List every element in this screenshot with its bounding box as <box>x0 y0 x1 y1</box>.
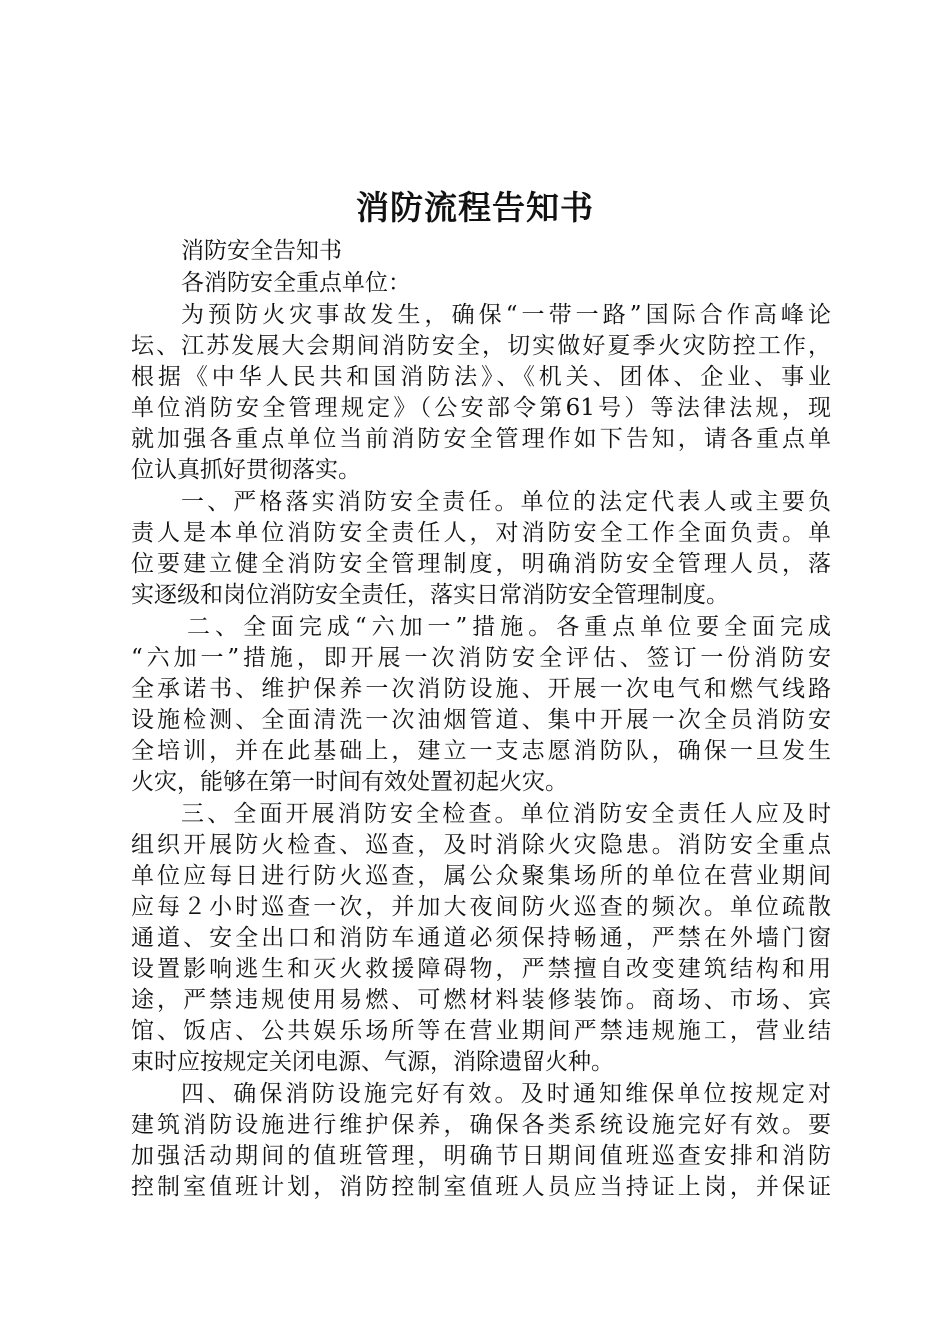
paragraph-line: 全培训，并在此基础上，建立一支志愿消防队，确保一旦发生 <box>131 738 831 764</box>
paragraph-line: 途，严禁违规使用易燃、可燃材料装修装饰。商场、市场、宾 <box>131 987 831 1013</box>
paragraph-line: 位要建立健全消防安全管理制度，明确消防安全管理人员，落 <box>131 551 831 577</box>
paragraph-line: 火灾，能够在第一时间有效处置初起火灾。 <box>131 769 568 795</box>
paragraph-line: 实逐级和岗位消防安全责任，落实日常消防安全管理制度。 <box>131 582 729 608</box>
subtitle-line: 消防安全告知书 <box>181 238 342 264</box>
paragraph-line: 控制室值班计划，消防控制室值班人员应当持证上岗，并保证 <box>131 1174 831 1200</box>
paragraph-line: 单位消防安全管理规定》（公安部令第61号）等法律法规，现 <box>131 395 831 421</box>
paragraph-line: 应每２小时巡查一次，并加大夜间防火巡查的频次。单位疏散 <box>131 894 831 920</box>
paragraph-line: 全承诺书、维护保养一次消防设施、开展一次电气和燃气线路 <box>131 676 831 702</box>
document-title: 消防流程告知书 <box>356 188 594 227</box>
paragraph-line: 为预防火灾事故发生，确保“一带一路”国际合作高峰论 <box>181 302 831 328</box>
paragraph-line: 责人是本单位消防安全责任人，对消防安全工作全面负责。单 <box>131 520 831 546</box>
paragraph-line: 设施检测、全面清洗一次油烟管道、集中开展一次全员消防安 <box>131 707 831 733</box>
salutation-line: 各消防安全重点单位： <box>181 270 411 296</box>
paragraph-line: 坛、江苏发展大会期间消防安全，切实做好夏季火灾防控工作， <box>131 333 831 359</box>
paragraph-line: 设置影响逃生和灭火救援障碍物，严禁擅自改变建筑结构和用 <box>131 956 831 982</box>
paragraph-line: “六加一”措施，即开展一次消防安全评估、签订一份消防安 <box>131 645 831 671</box>
paragraph-line: 四、确保消防设施完好有效。及时通知维保单位按规定对 <box>181 1081 831 1107</box>
paragraph-line: 三、全面开展消防安全检查。单位消防安全责任人应及时 <box>181 801 831 827</box>
paragraph-line: 一、严格落实消防安全责任。单位的法定代表人或主要负 <box>181 489 831 515</box>
paragraph-line: 单位应每日进行防火巡查，属公众聚集场所的单位在营业期间 <box>131 863 831 889</box>
paragraph-line: 加强活动期间的值班管理，明确节日期间值班巡查安排和消防 <box>131 1143 831 1169</box>
paragraph-line: 束时应按规定关闭电源、气源，消除遗留火种。 <box>131 1049 614 1075</box>
paragraph-line: 位认真抓好贯彻落实。 <box>131 457 361 483</box>
paragraph-line: 就加强各重点单位当前消防安全管理作如下告知，请各重点单 <box>131 426 831 452</box>
paragraph-line: 根据《中华人民共和国消防法》、《机关、团体、企业、事业 <box>131 364 831 390</box>
paragraph-line: 组织开展防火检查、巡查，及时消除火灾隐患。消防安全重点 <box>131 832 831 858</box>
paragraph-line: 馆、饭店、公共娱乐场所等在营业期间严禁违规施工，营业结 <box>131 1018 831 1044</box>
paragraph-line: 建筑消防设施进行维护保养，确保各类系统设施完好有效。要 <box>131 1112 831 1138</box>
paragraph-line: 通道、安全出口和消防车通道必须保持畅通，严禁在外墙门窗 <box>131 925 831 951</box>
paragraph-line: 二、全面完成“六加一”措施。各重点单位要全面完成 <box>187 614 831 640</box>
